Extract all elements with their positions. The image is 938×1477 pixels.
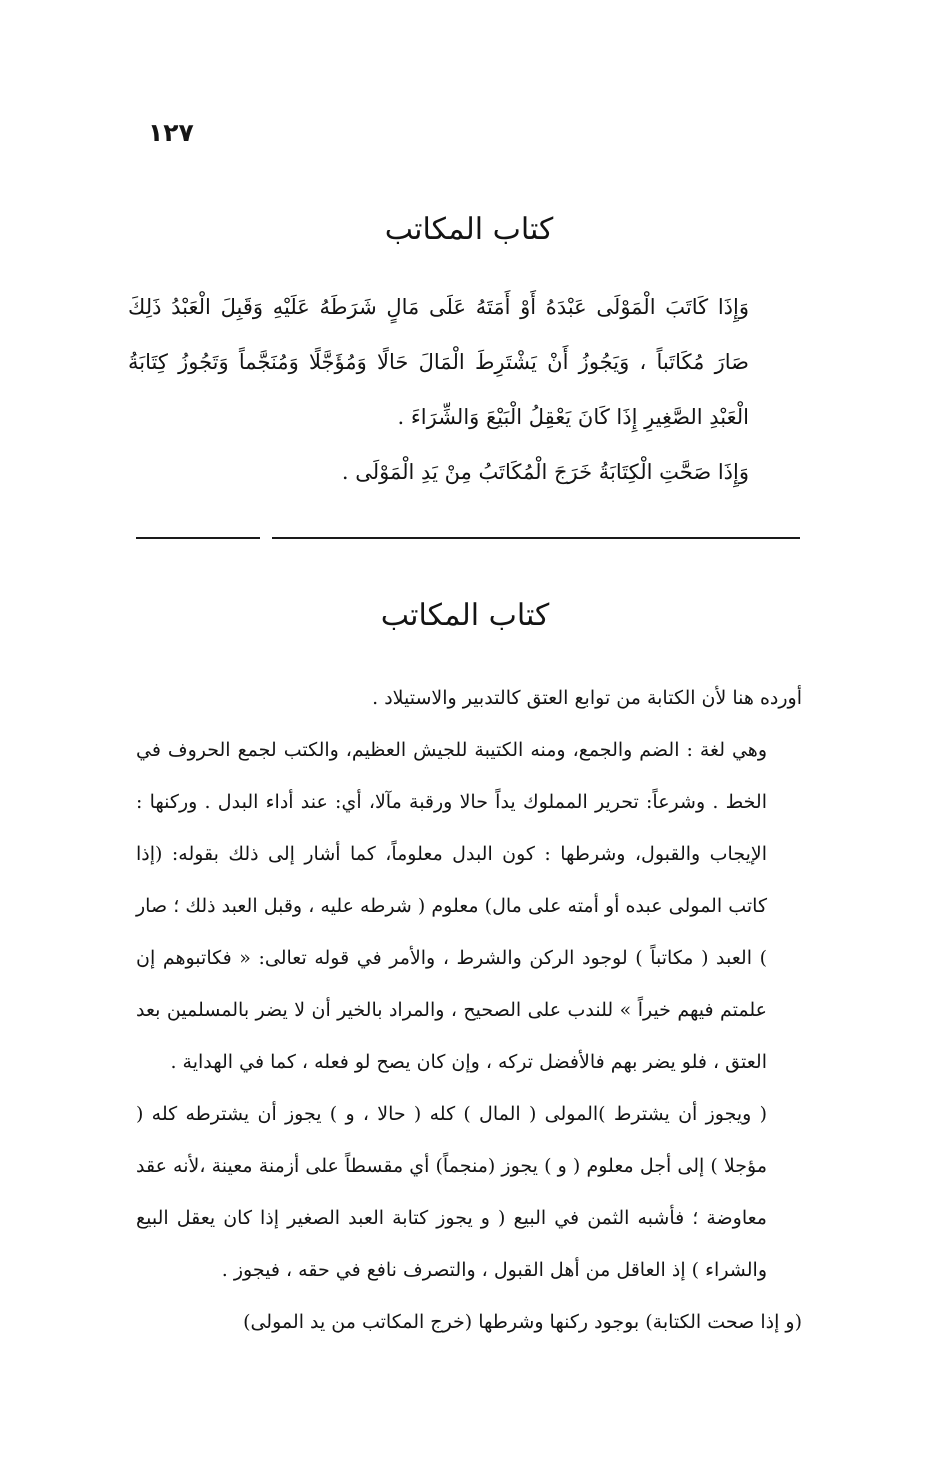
matn-title: كتاب المكاتب — [384, 212, 554, 247]
sharh-title: كتاب المكاتب — [380, 598, 550, 633]
matn-paragraph: وَإِذَا صَحَّتِ الْكِتَابَةُ خَرَجَ الْمُكَاتَبُ مِنْ يَدِ الْمَوْلَى . — [341, 460, 749, 484]
sharh-paragraph: (و إذا صحت الكتابة) بوجود ركنها وشرطها (خرج المكاتب من يد المولى) — [243, 1311, 802, 1333]
separator-line-long — [272, 537, 800, 539]
sharh-paragraph: وهي لغة : الضم والجمع، ومنه الكتيبة للجيش العظيم، والكتب لجمع الحروف في الخط . وشرعاً: تحرير المملوك يداً حالا ورقبة مآلا، أي: عند أداء البدل . وركنها : الإيجاب والقبول، وشرطها : كون البدل معلوماً، كما أشار إلى ذلك بقوله: (إذا كاتب المولى عبده أو أمته على مال) معلوم ( شرطه عليه ، وقبل العبد ذلك ؛ صار ) العبد ( مكاتباً ) لوجود الركن والشرط ، والأمر في قوله تعالى: « فكاتبوهم إن علمتم فيهم خيراً » للندب على الصحيح ، والمراد بالخير أن لا يضر بالمسلمين بعد العتق ، فلو يضر بهم فالأفضل تركه ، وإن كان يصح لو فعله ، كما في الهداية . — [136, 739, 767, 1073]
page-number: ١٢٧ — [148, 118, 194, 147]
sharh-paragraph: أورده هنا لأن الكتابة من توابع العتق كالتدبير والاستيلاد . — [372, 687, 802, 709]
sharh-text — [136, 672, 802, 1348]
sharh-paragraph: ( ويجوز أن يشترط )المولى ( المال ) كله ( حالا ، و ) يجوز أن يشترطه كله ( مؤجلا ) إلى أجل معلوم ( و ) يجوز (منجماً) أي مقسطاً على أزمنة معينة ،لأنه عقد معاوضة ؛ فأشبه الثمن في البيع ( و يجوز كتابة العبد الصغير إذا كان يعقل البيع والشراء ) إذ العاقل من أهل القبول ، والتصرف نافع في حقه ، فيجوز . — [136, 1103, 767, 1281]
separator-line-short — [136, 537, 260, 539]
matn-paragraph: وَإِذَا كَاتَبَ الْمَوْلَى عَبْدَهُ أَوْ أَمَتَهُ عَلَى مَالٍ شَرَطَهُ عَلَيْهِ وَقَبِلَ الْعَبْدُ ذَلِكَ صَارَ مُكَاتَباً ، وَيَجُوزُ أَنْ يَشْتَرِطَ الْمَالَ حَالًا وَمُؤَجَّلًا وَمُنَجَّماً وَتَجُوزُ كِتَابَةُ الْعَبْدِ الصَّغِيرِ إِذَا كَانَ يَعْقِلُ الْبَيْعَ وَالشِّرَاءَ . — [128, 295, 749, 429]
matn-text — [128, 280, 804, 500]
